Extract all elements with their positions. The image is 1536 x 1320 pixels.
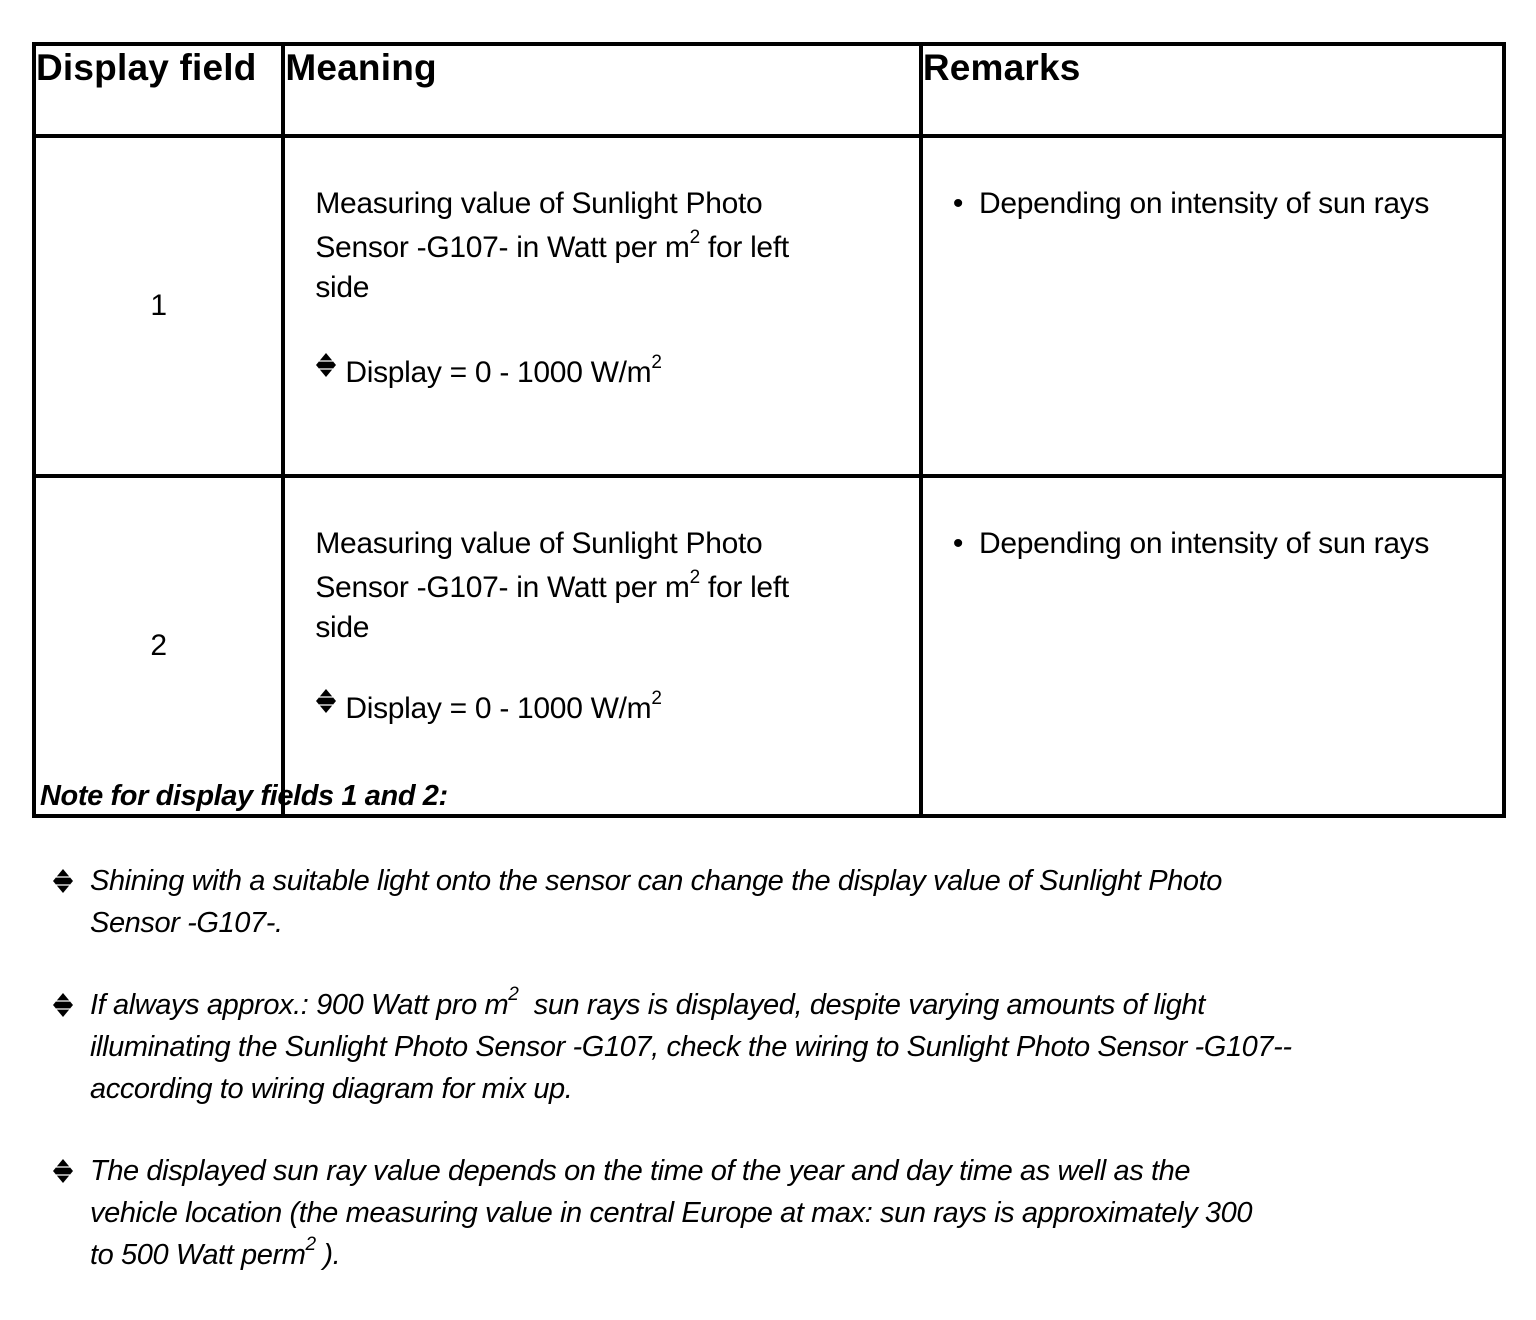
diamond-bullet-icon [52, 1158, 74, 1180]
note-item [40, 1150, 1420, 1276]
display-range-text: Display = 0 - 1000 W/m [345, 692, 652, 725]
meaning-line: Measuring value of Sunlight Photo [315, 527, 763, 560]
meaning-description [315, 182, 898, 310]
superscript: 2 [689, 567, 700, 588]
remark-text: Depending on intensity of sun rays [979, 527, 1430, 560]
note-line: The displayed sun ray value depends on the time of the year and day time as well as the [90, 1155, 1191, 1187]
meaning-line: for left [699, 231, 789, 264]
note-text [90, 984, 1420, 1110]
bullet-icon: • [952, 527, 964, 560]
note-line: vehicle location (the measuring value in central Europe at max: sun rays is approximately 300 [90, 1197, 1253, 1229]
meaning-description [315, 522, 898, 650]
display-range-text: Display = 0 - 1000 W/m [345, 356, 652, 389]
header-meaning: Meaning [283, 44, 920, 136]
note-line: ). [315, 1239, 341, 1271]
table-row [34, 476, 1504, 816]
display-field-number: 1 [34, 136, 283, 476]
note-text [90, 860, 1420, 944]
display-field-table [32, 42, 1506, 818]
display-range [315, 686, 898, 731]
note-line: Sensor -G107-. [90, 907, 283, 939]
notes-title: Note for display fields 1 and 2: [40, 780, 448, 812]
note-line: to 500 Watt perm [90, 1239, 306, 1271]
note-line: according to wiring diagram for mix up. [90, 1073, 573, 1105]
remarks-cell [921, 476, 1504, 816]
table-header-row [34, 44, 1504, 136]
notes-section [40, 776, 1420, 1316]
diamond-bullet-icon [315, 688, 337, 710]
superscript: 2 [305, 1234, 316, 1255]
table-row [34, 136, 1504, 476]
meaning-line: Sensor -G107- in Watt per m [315, 571, 690, 604]
superscript: 2 [508, 984, 519, 1005]
remarks-cell [921, 136, 1504, 476]
diamond-bullet-icon [52, 868, 74, 890]
superscript: 2 [651, 688, 662, 709]
remark-text: Depending on intensity of sun rays [979, 187, 1430, 220]
superscript: 2 [689, 227, 700, 248]
note-item [40, 984, 1420, 1110]
diamond-bullet-icon [52, 992, 74, 1014]
diamond-bullet-icon [315, 352, 337, 374]
note-line: If always approx.: 900 Watt pro m [90, 989, 509, 1021]
meaning-line: Measuring value of Sunlight Photo [315, 187, 763, 220]
note-line: sun rays is displayed, despite varying amounts of light [518, 989, 1205, 1021]
header-display-field: Display field [34, 44, 283, 136]
header-remarks: Remarks [921, 44, 1504, 136]
meaning-line: for left [699, 571, 789, 604]
meaning-line: side [315, 271, 370, 304]
note-item [40, 860, 1420, 944]
bullet-icon: • [952, 187, 964, 220]
meaning-cell [283, 136, 920, 476]
meaning-cell [283, 476, 920, 816]
note-line: illuminating the Sunlight Photo Sensor -G107, check the wiring to Sunlight Photo Sensor -G107-- [90, 1031, 1292, 1063]
note-line: Shining with a suitable light onto the sensor can change the display value of Sunlight Photo [90, 865, 1223, 897]
display-range [315, 350, 898, 395]
note-text [90, 1150, 1420, 1276]
meaning-line: Sensor -G107- in Watt per m [315, 231, 690, 264]
display-field-number: 2 [34, 476, 283, 816]
superscript: 2 [651, 352, 662, 373]
meaning-line: side [315, 611, 370, 644]
